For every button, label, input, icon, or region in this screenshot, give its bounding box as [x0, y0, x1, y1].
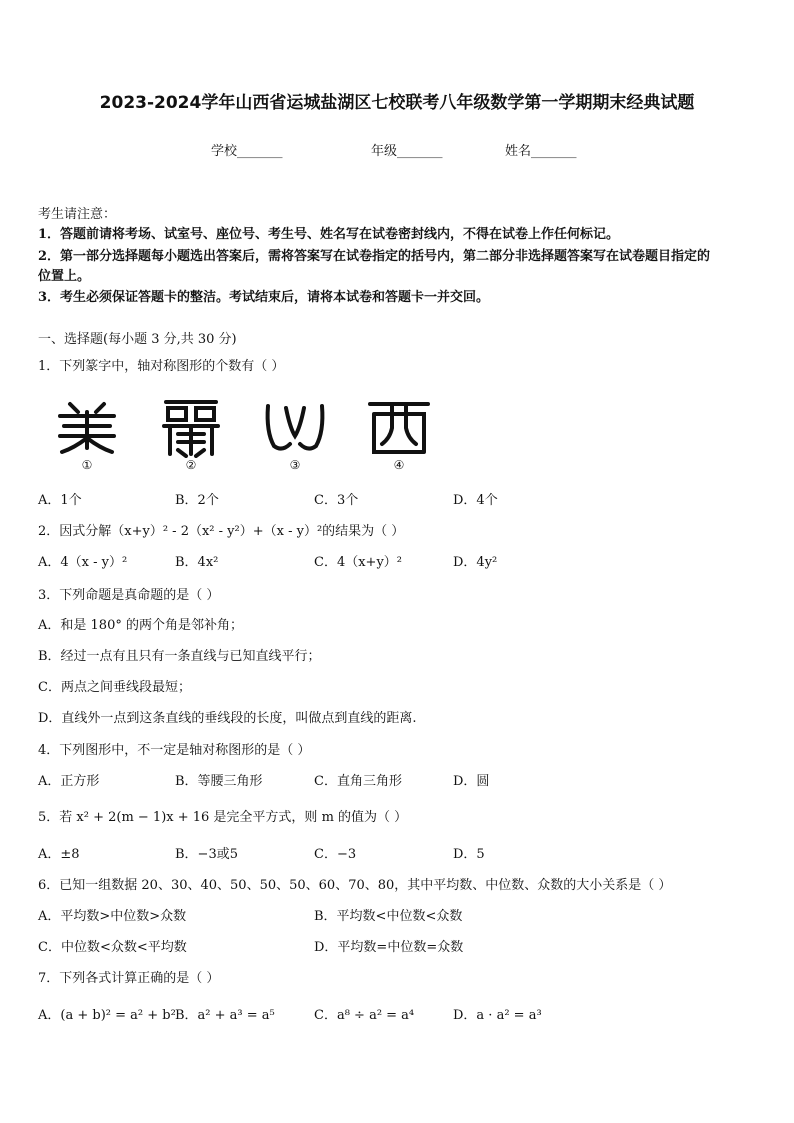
question-4-stem: 4．下列图形中，不一定是轴对称图形的是（ ）: [38, 743, 311, 758]
exam-title: 2023-2024学年山西省运城盐湖区七校联考八年级数学第一学期期末经典试题: [99, 93, 695, 113]
q2-option-a[interactable]: A．4（x - y）²: [38, 555, 128, 570]
question-3-stem: 3．下列命题是真命题的是（ ）: [38, 588, 220, 603]
q5-option-d[interactable]: D．5: [453, 847, 485, 862]
q7-option-c[interactable]: C．a⁸ ÷ a² = a⁴: [314, 1008, 415, 1023]
glyph-label-3: ③: [289, 458, 301, 472]
q7-option-a[interactable]: A．(a + b)² = a² + b²: [38, 1008, 176, 1023]
q6-option-a[interactable]: A．平均数>中位数>众数: [38, 909, 187, 924]
q6-option-c[interactable]: C．中位数<众数<平均数: [38, 940, 187, 955]
q2-option-d[interactable]: D．4y²: [453, 555, 498, 570]
q4-option-a[interactable]: A．正方形: [38, 774, 100, 789]
q1-option-d[interactable]: D．4个: [453, 493, 498, 508]
q1-option-a[interactable]: A．1个: [38, 493, 82, 508]
q3-option-d[interactable]: D．直线外一点到这条直线的垂线段的长度，叫做点到直线的距离.: [38, 711, 417, 726]
glyph-label-4: ④: [393, 458, 405, 472]
q5-option-a[interactable]: A．±8: [38, 847, 80, 862]
q5-option-b[interactable]: B．−3或5: [175, 847, 238, 862]
question-6-stem: 6．已知一组数据 20、30、40、50、50、50、60、70、80，其中平均数、中位数、众数的大小关系是（ ）: [38, 878, 672, 893]
glyph-label-2: ②: [185, 458, 197, 472]
question-2-stem: 2．因式分解（x+y）² - 2（x² - y²）+（x - y）²的结果为（ ）: [38, 524, 405, 539]
notice-item-3: 3．考生必须保证答题卡的整洁。考试结束后，请将本试卷和答题卡一并交回。: [38, 290, 490, 305]
q6-option-b[interactable]: B．平均数<中位数<众数: [314, 909, 463, 924]
q7-option-d[interactable]: D．a · a² = a³: [453, 1008, 542, 1023]
notice-item-2: 2．第一部分选择题每小题选出答案后，需将答案写在试卷指定的括号内，第二部分非选择题答案写在试卷题目指定的: [38, 249, 711, 264]
q3-option-b[interactable]: B．经过一点有且只有一条直线与已知直线平行；: [38, 649, 321, 664]
q1-option-b[interactable]: B．2个: [175, 493, 219, 508]
question-5-stem: 5．若 x² + 2(m − 1)x + 16 是完全平方式，则 m 的值为（ ）: [38, 810, 408, 825]
school-field[interactable]: 学校_______: [211, 144, 283, 159]
q4-option-c[interactable]: C．直角三角形: [314, 774, 402, 789]
question-1-stem: 1．下列篆字中，轴对称图形的个数有（ ）: [38, 359, 285, 374]
grade-field[interactable]: 年级_______: [371, 144, 443, 159]
q1-option-c[interactable]: C．3个: [314, 493, 359, 508]
q4-option-d[interactable]: D．圆: [453, 774, 490, 789]
notice-item-1: 1．答题前请将考场、试室号、座位号、考生号、姓名写在试卷密封线内，不得在试卷上作任何标记。: [38, 227, 620, 242]
q7-option-b[interactable]: B．a² + a³ = a⁵: [175, 1008, 275, 1023]
q2-option-b[interactable]: B．4x²: [175, 555, 219, 570]
notice-heading: 考生请注意：: [38, 207, 117, 222]
q3-option-a[interactable]: A．和是 180° 的两个角是邻补角；: [38, 618, 243, 633]
question-7-stem: 7．下列各式计算正确的是（ ）: [38, 971, 220, 986]
section-heading: 一、选择题(每小题 3 分,共 30 分): [38, 332, 237, 347]
q2-option-c[interactable]: C．4（x+y）²: [314, 555, 402, 570]
q5-option-c[interactable]: C．−3: [314, 847, 357, 862]
q4-option-b[interactable]: B．等腰三角形: [175, 774, 263, 789]
q3-option-c[interactable]: C．两点之间垂线段最短；: [38, 680, 191, 695]
notice-item-2-cont: 位置上。: [38, 269, 91, 284]
q6-option-d[interactable]: D．平均数=中位数=众数: [314, 940, 464, 955]
glyph-label-1: ①: [81, 458, 93, 472]
name-field[interactable]: 姓名_______: [505, 144, 577, 159]
